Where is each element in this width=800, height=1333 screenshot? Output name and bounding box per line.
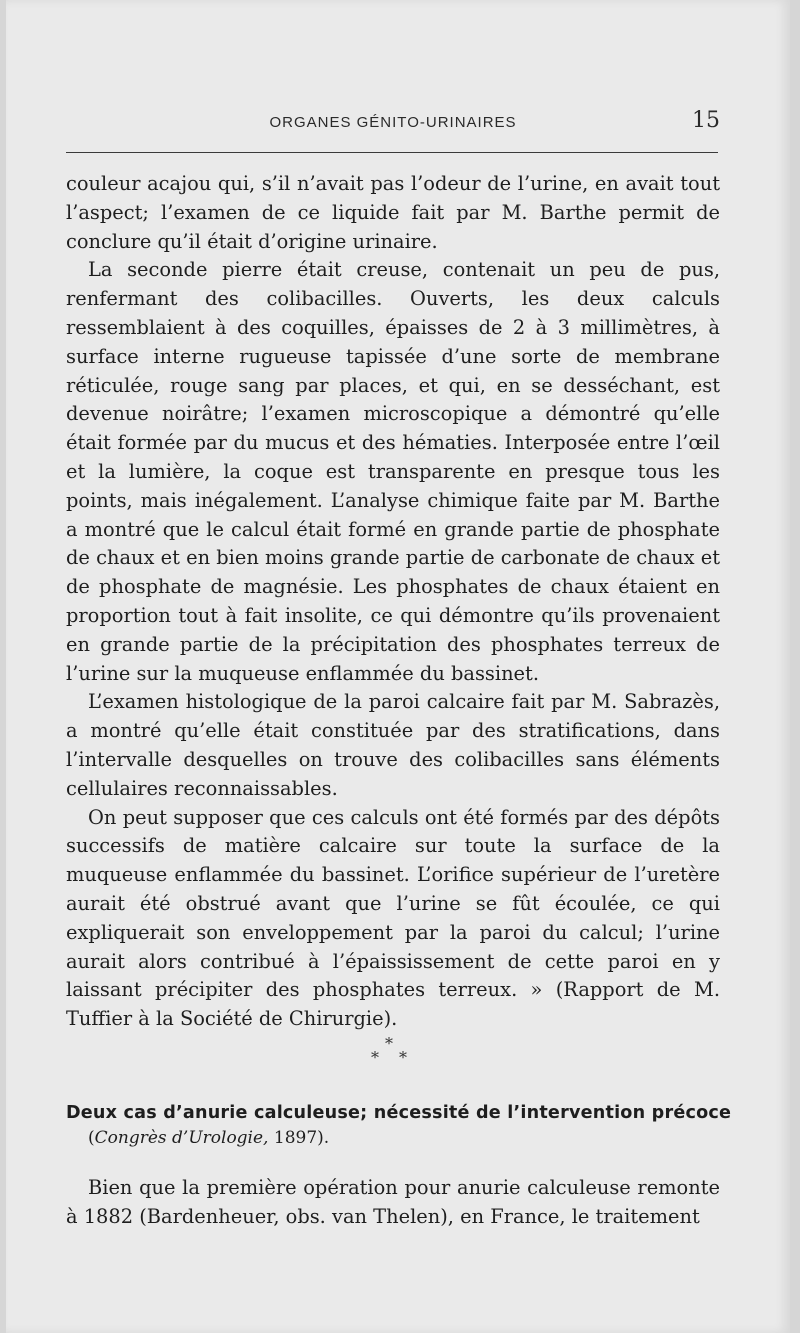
- section-heading: [66, 1100, 732, 1150]
- running-head: ORGANES GÉNITO-URINAIRES: [269, 114, 517, 131]
- paragraph-4: On peut supposer que ces calculs ont été formés par des dépôts successifs de matière calcaire sur toute la surface de la muqueuse enflammée du bassinet. L’orifice supérieur de l’uretère aurait été obstrué avant que l’urine se fût écoulée, ce qui expliquerait son enveloppement par la paroi du calcul; l’urine aurait alors contribué à l’épaississement de cette paroi en y laissant précipiter des phosphates terreux. » (Rapport de M. Tuffier à la Société de Chirurgie).: [66, 805, 720, 1031]
- source-year: 1897).: [268, 1128, 330, 1148]
- source-journal: Congrès d’Urologie,: [94, 1128, 269, 1148]
- paragraph-5: Bien que la première opération pour anurie calculeuse remonte à 1882 (Bardenheuer, obs. van Thelen), en France, le traitement: [66, 1176, 720, 1228]
- asterism-star-top: *: [385, 1034, 393, 1053]
- paragraph-2: La seconde pierre était creuse, contenait un peu de pus, renfermant des colibacilles. Ouverts, les deux calculs ressemblaient à des coquilles, épaisses de 2 à 3 millimètres, à surface interne rugueuse tapissée d’une sorte de membrane réticulée, rouge sang par places, et qui, en se desséchant, est devenue noirâtre; l’examen microscopique a démontré qu’elle était formée par du mucus et des hématies. Interposée entre l’œil et la lumière, la coque est transparente en presque tous les points, mais inégalement. L’analyse chimique faite par M. Barthe a montré que le calcul était formé en grande partie de phosphate de chaux et en bien moins grande partie de carbonate de chaux et de phosphate de magnésie. Les phosphates de chaux étaient en proportion tout à fait insolite, ce qui démontre qu’ils provenaient en grande partie de la précipitation des phosphates terreux de l’urine sur la muqueuse enflammée du bassinet.: [66, 258, 720, 685]
- section-source: [66, 1126, 722, 1150]
- asterism-star-left: *: [371, 1048, 379, 1067]
- main-text: [66, 170, 720, 1034]
- source-open-paren: (: [88, 1128, 95, 1148]
- closing-text: [66, 1174, 720, 1232]
- book-page: [6, 0, 790, 1333]
- paragraph-1: couleur acajou qui, s’il n’avait pas l’odeur de l’urine, en avait tout l’aspect; l’examen de ce liquide fait par M. Barthe permit de conclure qu’il était d’origine urinaire.: [66, 172, 720, 253]
- page-header: [66, 108, 720, 142]
- header-rule: [66, 152, 718, 153]
- page-number: 15: [692, 108, 720, 133]
- section-title: Deux cas d’anurie calculeuse; nécessité de l’intervention précoce: [66, 1103, 732, 1123]
- paragraph-3: L’examen histologique de la paroi calcaire fait par M. Sabrazès, a montré qu’elle était constituée par des stratifications, dans l’intervalle desquelles on trouve des colibacilles sans éléments cellulaires reconnaissables.: [66, 690, 720, 800]
- asterism-star-right: *: [399, 1048, 407, 1067]
- asterism-divider: [366, 1034, 416, 1070]
